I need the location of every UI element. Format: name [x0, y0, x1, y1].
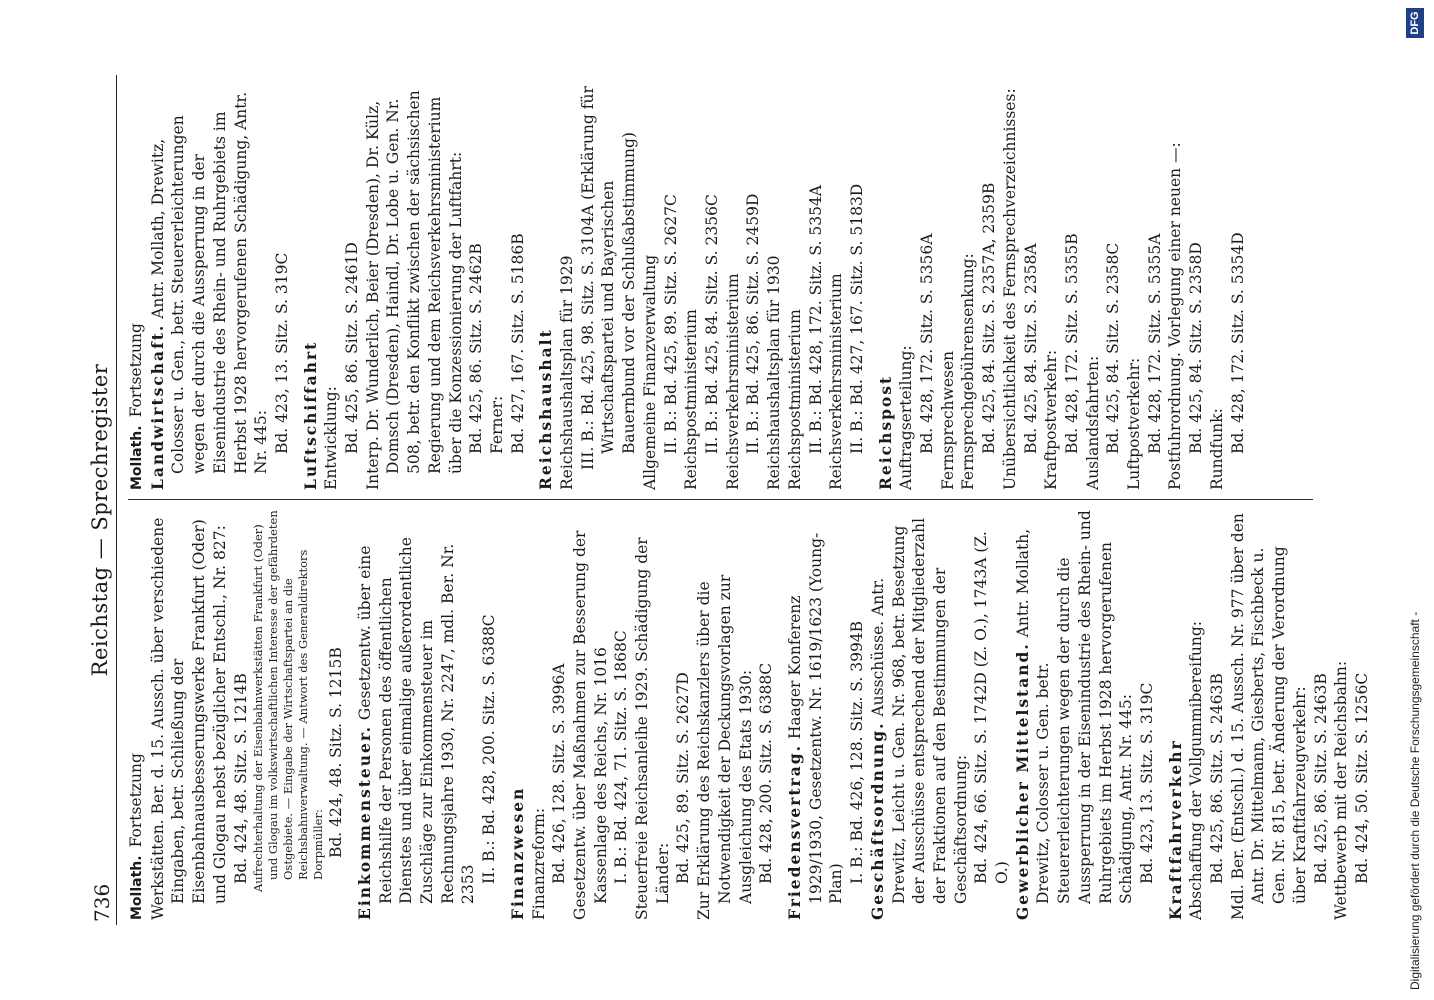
index-entry: Auftragserteilung: — [897, 345, 916, 490]
index-entry: Kraftpostverkehr: — [1042, 349, 1061, 490]
index-entry: Gesetzentw. über Maßnahmen zur Besserung der Kassenlage des Reichs, Nr. 1016 — [570, 530, 610, 920]
reference-line: Bd. 425, 86. Sitz. S. 2463B — [1208, 673, 1227, 884]
index-entry — [1013, 510, 1137, 920]
digitization-credit — [1405, 0, 1427, 1000]
left-column — [126, 510, 1373, 920]
index-entry: Finanzreform: — [529, 807, 548, 920]
spacer — [777, 510, 785, 920]
entry-list — [148, 80, 1249, 490]
index-entry: Zur Erklärung des Reichskanzlers über die Notwendigkeit der Deckungsvorlagen zur Ausgleichung des Etats 1930: — [695, 574, 755, 920]
spacer — [868, 80, 876, 490]
spacer — [293, 80, 301, 490]
index-entry: Reichspostministerium — [682, 309, 701, 490]
note-entry: Aufrechterhaltung der Eisenbahnwerkstätten Frankfurt (Oder) und Glogau im volkswirtschaftlichen Interesse der gefährdeten Ostgebiete. — Eingabe der Wirtschaftspartei an die Reichsbahnverwaltung. — Antwort des Generaldirektors Dorpmüller: — [251, 510, 326, 892]
entry-text: Ausschüsse. Antr. Drewitz, Leicht u. Gen. Nr. 968, betr. Besetzung der Ausschüsse entsprechend der Mitgliederzahl der Fraktionen auf den Bestimmungen der Geschäftsordnung: — [868, 517, 970, 904]
keyword: Reichspost — [875, 374, 895, 490]
index-entry: Reichshaushaltsplan für 1930 — [765, 255, 784, 490]
reference-line: Bd. 427, 167. Sitz. S. 5186B — [508, 233, 527, 454]
dfg-logo: DFG — [1406, 8, 1424, 38]
spacer — [500, 510, 508, 920]
entry-text: Antr. Mollath, Drewitz, Colosser u. Gen. betr. Steuererleichterungen wegen der durch die Aussperrung in der Eisenindustrie des Rhein- und Ruhrgebiets im Herbst 1928 hervorgerufenen Schädigung, Antr. Nr. 445: — [1013, 510, 1136, 904]
index-entry — [301, 80, 322, 490]
index-entry: Werkstätten. Ber. d. 15. Aussch. über verschiedene Eingaben, betr. Schließung der Eisenbahnausbesserungswerke Frankfurt (Oder) und Glogau nebst bezüglicher Entschl., Nr. 827: — [148, 517, 229, 920]
index-entry — [868, 510, 972, 920]
reference-line: II. B.: Bd. 428, 200. Sitz. S. 6388C — [480, 614, 499, 884]
keyword: Luftschiffahrt — [300, 340, 320, 490]
page-header — [86, 100, 120, 940]
keyword: Friedensvertrag. — [784, 744, 804, 920]
keyword: Einkommensteuer. — [354, 725, 374, 920]
keyword: Landwirtschaft. — [147, 323, 167, 490]
reference-line: I. B.: Bd. 426, 128. Sitz. S. 3994B — [848, 620, 867, 884]
continuation-label: Fortsetzung — [127, 323, 145, 418]
index-entry: Fernsprechgebührensenkung: — [959, 253, 978, 490]
index-entry: Rundfunk: — [1207, 408, 1226, 490]
reference-line: Bd. 425, 86. Sitz. S. 2461D — [343, 242, 362, 454]
reference-line: Bd. 424, 48. Sitz. S. 1214B — [231, 673, 250, 884]
index-entry: Mdl. Ber. (Entschl.) d. 15. Aussch. Nr. 977 über den Antr. Dr. Mittelmann, Giesberts, Fischbeck u. Gen. Nr. 815, betr. Änderung der Verordnung über Kraftfahrzeugverkehr: — [1228, 513, 1309, 920]
index-entry: Wettbewerb mit der Reichsbahn: — [1332, 660, 1351, 920]
lemma: Mollath. — [129, 855, 145, 920]
index-entry: Interp. Dr. Wunderlich, Beier (Dresden), Dr. Külz, Domsch (Dresden), Haindl, Dr. Lobe u. Gen. Nr. 508, betr. den Konflikt zwischen der sächsischen Regierung und dem Reichsverkehrsministerium über die Konzessionierung der Luftfahrt: — [363, 90, 465, 490]
continuation-heading — [126, 80, 148, 490]
index-entry — [536, 80, 557, 490]
right-column — [126, 80, 1248, 490]
index-entry: Luftpostverkehr: — [1125, 357, 1144, 490]
reference-line: Bd. 428, 172. Sitz. S. 5356A — [918, 233, 937, 454]
reference-line: Bd. 425, 84. Sitz. S. 2358D — [1187, 242, 1206, 454]
spacer — [347, 510, 355, 920]
reference-line: Bd. 428, 172. Sitz. S. 5354D — [1228, 232, 1247, 454]
reference-line: Bd. 426, 128. Sitz. S. 3996A — [550, 663, 569, 884]
index-entry: Postfuhrordnung. Vorlegung einer neuen —: — [1166, 142, 1185, 490]
spacer — [528, 80, 536, 490]
entry-list — [148, 510, 1373, 920]
reference-line: II. B.: Bd. 427, 167. Sitz. S. 5183D — [847, 183, 866, 454]
reference-line: II. B.: Bd. 425, 86. Sitz. S. 2459D — [744, 193, 763, 454]
continuation-label: Fortsetzung — [127, 753, 145, 848]
reference-line: Bd. 424, 50. Sitz. S. 1256C — [1352, 672, 1371, 884]
spacer — [1158, 510, 1166, 920]
reference-line: Bd. 424, 48. Sitz. S. 1215B — [327, 647, 346, 858]
reference-line: Ferner: — [487, 395, 506, 454]
reference-line: I. B.: Bd. 424, 71. Sitz. S. 1868C — [612, 630, 631, 884]
reference-line: Bd. 425, 89. Sitz. S. 2627D — [674, 672, 693, 884]
index-entry: Auslandsfahrten: — [1083, 355, 1102, 490]
index-entry: Reichsverkehrsministerium — [827, 273, 846, 490]
reference-line: Bd. 425, 86. Sitz. S. 2462B — [467, 243, 486, 454]
index-entry — [355, 510, 479, 920]
reference-line: Bd. 423, 13. Sitz. S. 319C — [1137, 682, 1156, 884]
keyword: Gewerblicher Mittelstand. — [1012, 642, 1032, 920]
entry-text: Gesetzentw. über eine Reichshilfe der Personen des öffentlichen Dienstes und über einmalige außerordentliche Zuschläge zur Einkommensteuer im Rechnungsjahre 1930, Nr. 2247, mdl. Ber. Nr. 2353 — [355, 537, 478, 904]
credit-text: Digitalisierung gefördert durch die Deutsche Forschungsgemeinschaft - — [1408, 611, 1422, 990]
reference-line: Bd. 428, 200. Sitz. S. 6388C — [757, 662, 776, 884]
index-entry — [785, 510, 847, 920]
index-entry: Reichspostministerium — [785, 309, 804, 490]
index-entry: Steuerfreie Reichsanleihe 1929. Schädigung der Länder: — [633, 537, 672, 920]
running-title: Reichstag — Sprechregister — [88, 363, 112, 677]
reference-line: Bd. 425, 86. Sitz. S. 2463B — [1311, 673, 1330, 884]
index-entry: Fernsprechwesen — [938, 350, 957, 490]
index-entry: III. B.: Bd. 425, 98. Sitz. S. 3104A (Erklärung für Wirtschaftspartei und Bayerischen Bauernbund vor der Schlußabstimmung) — [578, 86, 639, 470]
keyword: Geschäftsordnung. — [867, 721, 887, 920]
index-entry — [508, 510, 529, 920]
reference-line: Bd. 425, 84. Sitz. S. 2358A — [1021, 243, 1040, 454]
index-entry — [876, 80, 897, 490]
keyword: Finanzwesen — [507, 786, 527, 920]
index-entry: Abschaffung der Vollgummibereifung: — [1187, 621, 1206, 920]
continuation-heading — [126, 510, 148, 920]
index-entry: Allgemeine Finanzverwaltung — [640, 254, 659, 490]
reference-line: II. B.: Bd. 425, 89. Sitz. S. 2627C — [661, 194, 680, 454]
reference-line: Bd. 425, 84. Sitz. S. 2358C — [1104, 242, 1123, 454]
reference-line: Bd. 423, 13. Sitz. S. 319C — [272, 252, 291, 454]
index-entry: Reichshaushaltsplan für 1929 — [558, 255, 577, 490]
reference-line: Bd. 428, 172. Sitz. S. 5355A — [1145, 233, 1164, 454]
reference-line: Bd. 424, 66. Sitz. S. 1742D (Z. O.), 1743A (Z. O.) — [972, 531, 1012, 884]
column-divider — [128, 499, 1313, 500]
reference-line: II. B.: Bd. 425, 84. Sitz. S. 2356C — [702, 194, 721, 454]
page-number: 736 — [90, 883, 114, 922]
index-entry: Entwicklung: — [322, 386, 341, 490]
index-entry: Unübersichtlichkeit des Fernsprechverzeichnisses: — [1000, 88, 1019, 490]
keyword: Reichshaushalt — [536, 328, 556, 490]
reference-line: Bd. 428, 172. Sitz. S. 5355B — [1062, 233, 1081, 454]
index-entry: Reichsverkehrsministerium — [723, 273, 742, 490]
keyword: Kraftfahrverkehr — [1165, 739, 1185, 920]
index-entry — [148, 80, 272, 490]
lemma: Mollath. — [129, 425, 145, 490]
header-rule — [116, 75, 117, 925]
entry-text: Antr. Mollath, Drewitz, Colosser u. Gen., betr. Steuererleichterungen wegen der durch die Aussperrung in der Eisenindustrie des Rhein- und Ruhrgebiets im Herbst 1928 hervorgerufenen Schädigung, Antr. Nr. 445: — [148, 91, 271, 474]
reference-line: Bd. 425, 84. Sitz. S. 2357A, 2359B — [980, 182, 999, 454]
index-entry — [1166, 510, 1187, 920]
entry-text: Haager Konferenz 1929/1930, Gesetzentw. Nr. 1619/1623 (Young-Plan) — [785, 532, 846, 904]
reference-line: II. B.: Bd. 428, 172. Sitz. S. 5354A — [806, 185, 825, 454]
